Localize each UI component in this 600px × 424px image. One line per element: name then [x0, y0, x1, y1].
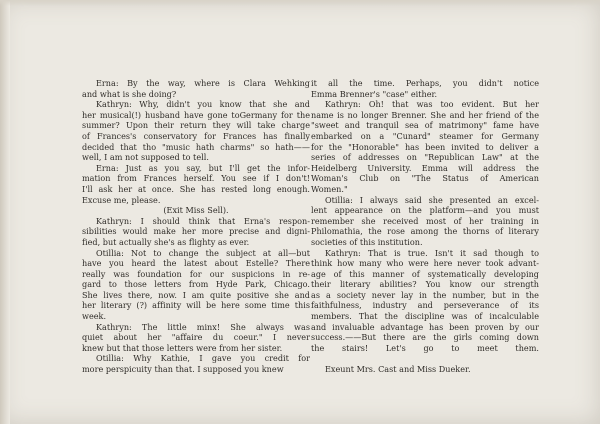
text-line: fied, but actually she's as flighty as ever.	[82, 236, 250, 247]
text-line: really was foundation for our suspicions in re-	[82, 268, 310, 279]
text-line: age of this manner of systematically developing	[311, 268, 539, 279]
text-line: I'll ask her at once. She has rested long enough.	[82, 183, 310, 194]
text-line: her literary (?) affinity will be here some time this	[82, 300, 310, 311]
text-line: series of addresses on "Republican Law" at the	[311, 152, 539, 163]
text-line: sibilities would make her more precise and digni-	[82, 226, 310, 237]
text-line: her musical(!) husband have gone toGermany for the	[82, 109, 310, 120]
text-line: summer? Upon their return they will take charge	[82, 120, 310, 131]
text-line: Women."	[311, 183, 348, 194]
text-line: of Frances's conservatory for Frances has finally	[82, 130, 310, 141]
text-line: remember she received most of her training in	[311, 215, 539, 226]
text-line: societies of this institution.	[311, 236, 423, 247]
text-line: Heidelberg University. Emma will address the	[311, 162, 539, 173]
text-line: for the "Honorable" has been invited to deliver a	[311, 141, 539, 152]
text-line: mation from Frances herself. You see if I don't!	[82, 173, 310, 184]
text-line: it all the time. Perhaps, you didn't notice	[311, 78, 539, 88]
text-line: "sweet and tranquil sea of matrimony" fame have	[311, 120, 539, 131]
text-line: Erna: Just as you say, but I'll get the infor-	[96, 162, 310, 173]
text-line: quiet about her "affaire du coeur." I never	[82, 332, 310, 343]
text-line: and invaluable advantage has been proven by our	[311, 321, 539, 332]
text-line: well, I am not supposed to tell.	[82, 152, 209, 163]
text-line: gard to those letters from Hyde Park, Chicago.	[82, 279, 310, 290]
text-line: have you heard the latest about Estelle? There	[82, 258, 310, 269]
text-line	[311, 353, 539, 364]
page-top-shadow	[0, 0, 600, 6]
text-line: Kathryn: The little minx! She always was	[96, 321, 310, 332]
text-line: Kathryn: I should think that Erna's respon-	[96, 215, 310, 226]
text-line: the stairs! Let's go to meet them.	[311, 342, 539, 353]
text-line: Kathryn: That is true. Isn't it sad though to	[325, 247, 539, 258]
text-line: faithfulness, industry and perseverance of its	[311, 300, 539, 311]
text-line: and what is she doing?	[82, 88, 177, 99]
text-line: Woman's Club on "The Status of American	[311, 173, 539, 184]
left-text-column	[82, 78, 310, 375]
text-line: (Exit Miss Sell).	[163, 205, 229, 216]
text-line: Kathryn: Oh! that was too evident. But her	[325, 99, 539, 110]
text-line: members. That the discipline was of incalculable	[311, 311, 539, 322]
text-line: Otillia: Not to change the subject at all—but	[96, 247, 310, 258]
text-line: Excuse me, please.	[82, 194, 161, 205]
text-line: lent appearance on the platform—and you must	[311, 205, 539, 216]
text-line: their literary abilities? You know our strength	[311, 279, 539, 290]
text-line: Erna: By the way, where is Clara Wehking	[96, 78, 310, 88]
right-text-column	[311, 78, 539, 375]
text-line: Emma Brenner's "case" either.	[311, 88, 438, 99]
text-line: decided that tho "music hath charms" so hath——	[82, 141, 310, 152]
text-line: think how many who were here never took advant-	[311, 258, 539, 269]
text-line: Kathryn: Why, didn't you know that she and	[96, 99, 310, 110]
page-binding-edge	[0, 0, 10, 424]
text-line: success.——But there are the girls coming down	[311, 332, 539, 343]
text-line: more perspicuity than that. I supposed you knew	[82, 364, 284, 375]
text-line: knew but that those letters were from her sister.	[82, 342, 283, 353]
text-line: embarked on a "Cunard" steamer for Germany	[311, 130, 539, 141]
text-line: She lives there, now. I am quite positive she and	[82, 289, 310, 300]
text-line: Otillia: Why Kathie, I gave you credit for	[96, 353, 310, 364]
text-line: Philomathia, the rose among the thorns of literary	[311, 226, 539, 237]
text-line: as a society never lay in the number, but in the	[311, 289, 539, 300]
text-line: name is no longer Brenner. She and her friend of the	[311, 109, 539, 120]
text-line: Exeunt Mrs. Cast and Miss Dueker.	[325, 364, 471, 375]
text-line: week.	[82, 311, 107, 322]
text-line: Otillia: I always said she presented an excel-	[325, 194, 539, 205]
